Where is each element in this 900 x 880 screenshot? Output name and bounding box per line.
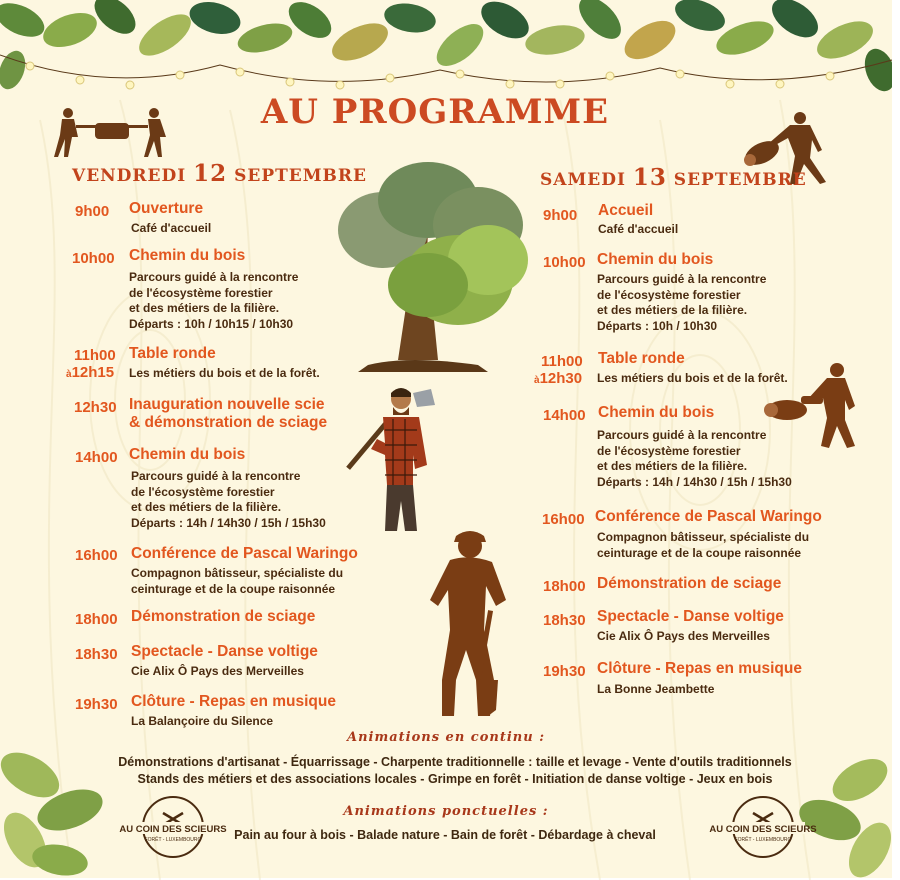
svg-text:FORÊT - LUXEMBOURG: FORÊT - LUXEMBOURG [144, 837, 202, 843]
au-coin-des-scieurs-logo [119, 795, 227, 859]
event-time: 18h30 [543, 612, 586, 629]
event-title: Conférence de Pascal Waringo [131, 545, 358, 562]
event-time: 9h00 [75, 203, 110, 220]
event-title: Accueil [598, 202, 654, 219]
event-title: Chemin du bois [129, 247, 246, 264]
event-title: Spectacle - Danse voltige [131, 643, 318, 660]
event-desc: La Bonne Jeambette [597, 682, 715, 696]
event-title: Clôture - Repas en musique [131, 693, 336, 710]
event-time: 18h00 [543, 578, 586, 595]
event-desc: Cie Alix Ô Pays des Merveilles [597, 629, 770, 643]
event-title: Table ronde [598, 350, 685, 367]
event-time: 16h00 [75, 547, 118, 564]
event-desc: Les métiers du bois et de la forêt. [597, 371, 788, 385]
occasional-animations-list: Pain au four à bois - Balade nature - Bain de forêt - Débardage à cheval [234, 828, 656, 842]
event-title: Chemin du bois [129, 446, 246, 463]
leaf-corner-decoration [0, 735, 120, 878]
svg-text:FORÊT - LUXEMBOURG: FORÊT - LUXEMBOURG [734, 837, 792, 843]
day-title-friday: VENDREDI 12 SEPTEMBRE [72, 160, 367, 187]
event-desc: Compagnon bâtisseur, spécialiste du ceinturage et de la coupe raisonnée [131, 566, 344, 596]
lumberjack-axe-illustration [355, 385, 447, 533]
svg-text:AU COIN DES SCIEURS: AU COIN DES SCIEURS [119, 824, 227, 835]
event-title: Clôture - Repas en musique [597, 660, 802, 677]
event-time: 11h00 [541, 353, 583, 370]
event-desc: Parcours guidé à la rencontre de l'écosystème forestier et des métiers de la filière. Départs : 14h / 14h30 / 15h / 15h30 [597, 428, 792, 489]
event-title: Table ronde [129, 345, 216, 362]
event-desc: Parcours guidé à la rencontre de l'écosystème forestier et des métiers de la filière. Départs : 10h / 10h15 / 10h30 [129, 270, 299, 331]
worker-shovel-illustration [420, 530, 520, 720]
event-time: 19h30 [543, 663, 586, 680]
event-time: 10h00 [543, 254, 586, 271]
event-time: 11h00 [74, 347, 116, 364]
event-time: 9h00 [543, 207, 578, 224]
event-title: Démonstration de sciage [597, 575, 782, 592]
leaf-corner-decoration [790, 755, 892, 878]
event-title: Démonstration de sciage [131, 608, 316, 625]
leaf-garland-decoration [0, 0, 892, 105]
occasional-animations-title: Animations ponctuelles : [343, 804, 549, 819]
event-desc: Compagnon bâtisseur, spécialiste du ceinturage et de la coupe raisonnée [597, 530, 810, 560]
event-title: Ouverture [129, 200, 204, 217]
event-time: 19h30 [75, 696, 118, 713]
event-title: Spectacle - Danse voltige [597, 608, 784, 625]
svg-text:AU COIN DES SCIEURS: AU COIN DES SCIEURS [709, 824, 817, 835]
event-time: 14h00 [75, 449, 118, 466]
event-title: Chemin du bois [598, 404, 715, 421]
event-time-end: à12h15 [66, 364, 115, 381]
event-desc: Café d'accueil [598, 222, 679, 236]
continuous-animations-list: Démonstrations d'artisanat - Équarrissage - Charpente traditionnelle : taille et levage - Vente d'outils traditionnels Stands des métiers et des associations locales - Grimpe en forêt - Initiation de danse voltige - Jeux en bois [118, 755, 792, 786]
event-time: 10h00 [72, 250, 115, 267]
event-desc: Cie Alix Ô Pays des Merveilles [131, 664, 304, 678]
page-title: AU PROGRAMME [260, 92, 610, 132]
event-desc: Les métiers du bois et de la forêt. [129, 366, 320, 380]
event-title: Conférence de Pascal Waringo [595, 508, 822, 525]
event-time: 12h30 [74, 399, 117, 416]
continuous-animations-title: Animations en continu : [346, 730, 546, 745]
event-time: 18h30 [75, 646, 118, 663]
event-time: 18h00 [75, 611, 118, 628]
event-time: 14h00 [543, 407, 586, 424]
au-coin-des-scieurs-logo [709, 795, 817, 859]
event-time: 16h00 [542, 511, 585, 528]
event-title: Chemin du bois [597, 251, 714, 268]
event-desc: Parcours guidé à la rencontre de l'écosystème forestier et des métiers de la filière. Départs : 10h / 10h30 [597, 272, 767, 333]
event-title: Inauguration nouvelle scie & démonstration de sciage [129, 396, 328, 431]
day-title-saturday: SAMEDI 13 SEPTEMBRE [540, 164, 807, 191]
event-desc: Parcours guidé à la rencontre de l'écosystème forestier et des métiers de la filière. Départs : 14h / 14h30 / 15h / 15h30 [131, 469, 326, 530]
sawyers-illustration [50, 105, 175, 160]
event-desc: La Balançoire du Silence [131, 714, 274, 728]
event-desc: Café d'accueil [131, 221, 212, 235]
tree-illustration [328, 160, 538, 382]
event-time-end: à12h30 [534, 370, 583, 387]
